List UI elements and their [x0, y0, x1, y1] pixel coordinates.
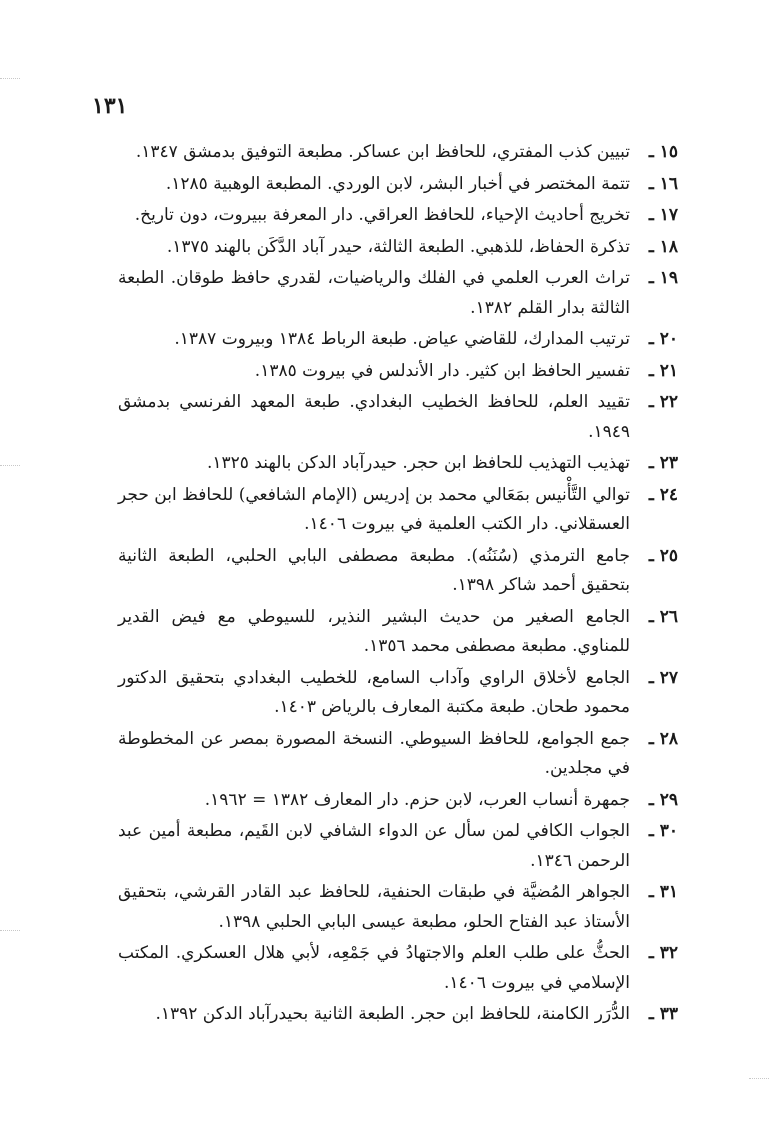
reference-entry	[118, 449, 678, 479]
scan-artifact	[0, 930, 20, 932]
reference-number: ٢٠ ـ	[648, 329, 678, 349]
reference-text: تراث العرب العلمي في الفلك والرياضيات، لقدري حافظ طوقان. الطبعة الثالثة بدار القلم ١٣٨٢.	[118, 268, 630, 318]
reference-entry	[118, 939, 678, 998]
reference-text: تبيين كذب المفتري، للحافظ ابن عساكر. مطبعة التوفيق بدمشق ١٣٤٧.	[135, 142, 630, 162]
reference-text: الجامع لأخلاق الراوي وآداب السامع، للخطيب البغدادي بتحقيق الدكتور محمود طحان. طبعة مكتبة المعارف بالرياض ١٤٠٣.	[118, 667, 630, 717]
reference-entry	[118, 357, 678, 387]
reference-text: تفسير الحافظ ابن كثير. دار الأندلس في بيروت ١٣٨٥.	[254, 360, 630, 381]
reference-number: ٣١ ـ	[648, 882, 678, 902]
reference-text: الدُّرَر الكامنة، للحافظ ابن حجر. الطبعة الثانية بحيدرآباد الدكن ١٣٩٢.	[155, 1004, 630, 1024]
scan-artifact	[749, 1078, 769, 1080]
reference-entry	[118, 817, 678, 876]
reference-entry	[118, 1000, 678, 1030]
reference-number: ٣٣ ـ	[648, 1004, 678, 1024]
reference-number: ٣٠ ـ	[648, 821, 678, 841]
reference-number: ٢٨ ـ	[648, 728, 678, 749]
reference-text: جمع الجوامع، للحافظ السيوطي. النسخة المصورة بمصر عن المخطوطة في مجلدين.	[118, 728, 630, 778]
reference-number: ١٥ ـ	[648, 142, 678, 162]
reference-entry	[118, 481, 678, 540]
reference-number: ٢٢ ـ	[648, 392, 678, 412]
reference-text: الجامع الصغير من حديث البشير النذير، للسيوطي مع فيض القدير للمناوي. مطبعة مصطفى محمد ١٣٥٦.	[118, 606, 630, 656]
reference-text: تخريج أحاديث الإحياء، للحافظ العراقي. دار المعرفة ببيروت، دون تاريخ.	[134, 205, 630, 225]
reference-text: الحثُّ على طلب العلم والاجتهادُ في جَمْعِه، لأبي هلال العسكري. المكتب الإسلامي في بيروت ١٤٠٦.	[118, 943, 630, 993]
reference-text: تذكرة الحفاظ، للذهبي. الطبعة الثالثة، حيدر آباد الدَّكَن بالهند ١٣٧٥.	[166, 236, 630, 257]
reference-entry	[118, 878, 678, 937]
reference-number: ١٦ ـ	[648, 173, 678, 194]
reference-number: ٢٤ ـ	[648, 484, 678, 505]
reference-entry	[118, 264, 678, 323]
reference-entry	[118, 603, 678, 662]
reference-entry	[118, 388, 678, 447]
reference-entry	[118, 542, 678, 601]
reference-number: ٢٩ ـ	[648, 789, 678, 810]
reference-entry	[118, 786, 678, 816]
reference-number: ٢٧ ـ	[648, 667, 678, 688]
reference-text: الجواب الكافي لمن سأل عن الدواء الشافي لابن القَيم، مطبعة أمين عبد الرحمن ١٣٤٦.	[118, 821, 630, 871]
reference-entry	[118, 725, 678, 784]
reference-text: جمهرة أنساب العرب، لابن حزم. دار المعارف ١٣٨٢ = ١٩٦٢.	[204, 789, 630, 810]
reference-number: ٢١ ـ	[648, 360, 678, 381]
reference-text: تتمة المختصر في أخبار البشر، لابن الوردي. المطبعة الوهبية ١٢٨٥.	[165, 173, 630, 194]
reference-list	[118, 138, 678, 1032]
reference-number: ٢٣ ـ	[648, 453, 678, 473]
scan-artifact	[0, 465, 20, 467]
reference-entry	[118, 138, 678, 168]
reference-text: الجواهر المُضيَّة في طبقات الحنفية، للحافظ عبد القادر القرشي، بتحقيق الأستاذ عبد الفتاح الحلو، مطبعة عيسى البابي الحلبي ١٣٩٨.	[118, 882, 630, 932]
reference-number: ١٧ ـ	[648, 205, 678, 225]
reference-number: ٣٢ ـ	[648, 943, 678, 963]
reference-entry	[118, 233, 678, 263]
reference-number: ٢٥ ـ	[648, 545, 678, 566]
scan-artifact	[0, 78, 20, 80]
reference-entry	[118, 201, 678, 231]
reference-number: ١٩ ـ	[648, 268, 678, 288]
reference-number: ١٨ ـ	[648, 236, 678, 257]
reference-text: تهذيب التهذيب للحافظ ابن حجر. حيدرآباد الدكن بالهند ١٣٢٥.	[206, 453, 630, 473]
reference-entry	[118, 325, 678, 355]
reference-entry	[118, 170, 678, 200]
reference-entry	[118, 664, 678, 723]
reference-text: تقييد العلم، للحافظ الخطيب البغدادي. طبعة المعهد الفرنسي بدمشق ١٩٤٩.	[118, 392, 630, 442]
reference-text: توالي التَّأْنيس بمَعَالي محمد بن إدريس (الإمام الشافعي) للحافظ ابن حجر العسقلاني. دار الكتب العلمية في بيروت ١٤٠٦.	[118, 484, 630, 534]
reference-text: جامع الترمذي (سُنَنُه). مطبعة مصطفى البابي الحلبي، الطبعة الثانية بتحقيق أحمد شاكر ١٣٩٨.	[118, 545, 630, 595]
reference-number: ٢٦ ـ	[648, 606, 678, 627]
reference-text: ترتيب المدارك، للقاضي عياض. طبعة الرباط ١٣٨٤ وبيروت ١٣٨٧.	[174, 329, 630, 349]
page-number: ١٣١	[92, 93, 128, 119]
